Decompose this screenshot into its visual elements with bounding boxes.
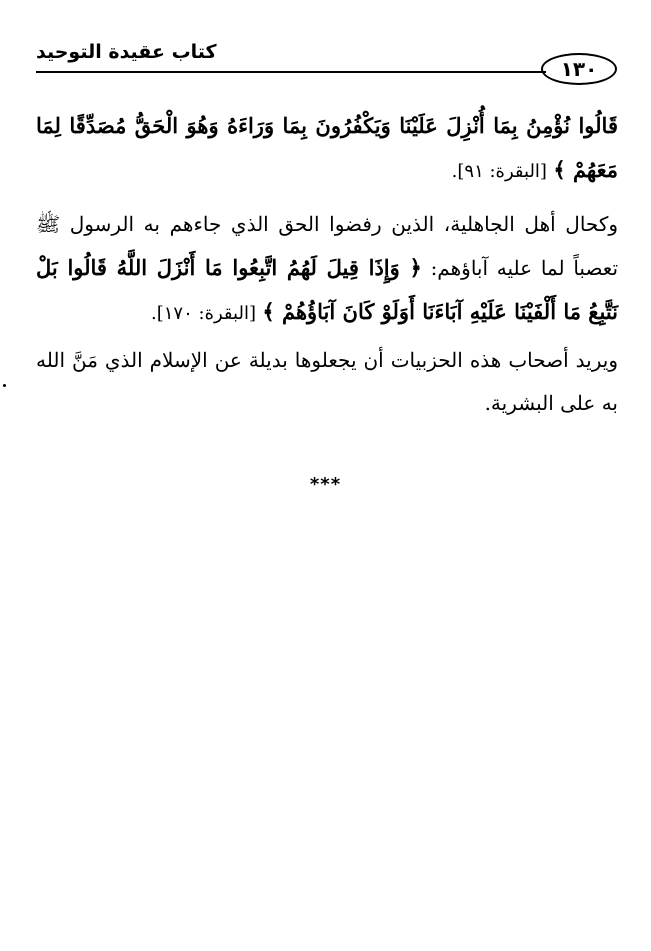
section-separator: *** <box>309 474 342 495</box>
margin-speck <box>3 384 6 387</box>
verse-reference-2: [البقرة: ١٧٠]. <box>151 303 256 324</box>
book-title: كتاب عقيدة التوحيد <box>36 41 217 63</box>
paragraph-jahiliyyah <box>36 203 618 335</box>
header-rule <box>36 71 546 73</box>
page-number: ١٣٠ <box>541 53 617 85</box>
paragraph-partisanship <box>36 339 618 425</box>
quran-open-bracket: ﴿ <box>409 255 422 280</box>
quran-close-bracket: ﴾ <box>553 157 566 182</box>
verse-text-2: وَإِذَا قِيلَ لَهُمُ اتَّبِعُوا مَا أَنْزَلَ اللَّهُ قَالُوا بَلْ نَتَّبِعُ مَا أَلْفَيْنَا عَلَيْهِ آبَاءَنَا أَوَلَوْ كَانَ آبَاؤُهُمْ <box>36 255 618 324</box>
paragraph-text-3: ويريد أصحاب هذه الحزبيات أن يجعلوها بديلة عن الإسلام الذي مَنَّ الله به على البشرية. <box>36 348 618 415</box>
verse-reference-1: [البقرة: ٩١]. <box>451 161 547 182</box>
quran-close-bracket-2: ﴾ <box>262 299 275 324</box>
paragraph-text-2: وكحال أهل الجاهلية، الذين رفضوا الحق الذي جاءهم به الرسول ﷺ تعصباً لما عليه آباؤهم: <box>36 212 619 280</box>
paragraph-quran-verse-1 <box>36 104 618 193</box>
verse-text-1: قَالُوا نُؤْمِنُ بِمَا أُنْزِلَ عَلَيْنَا وَيَكْفُرُونَ بِمَا وَرَاءَهُ وَهُوَ الْحَقُّ مُصَدِّقًا لِمَا مَعَهُمْ <box>36 113 618 182</box>
